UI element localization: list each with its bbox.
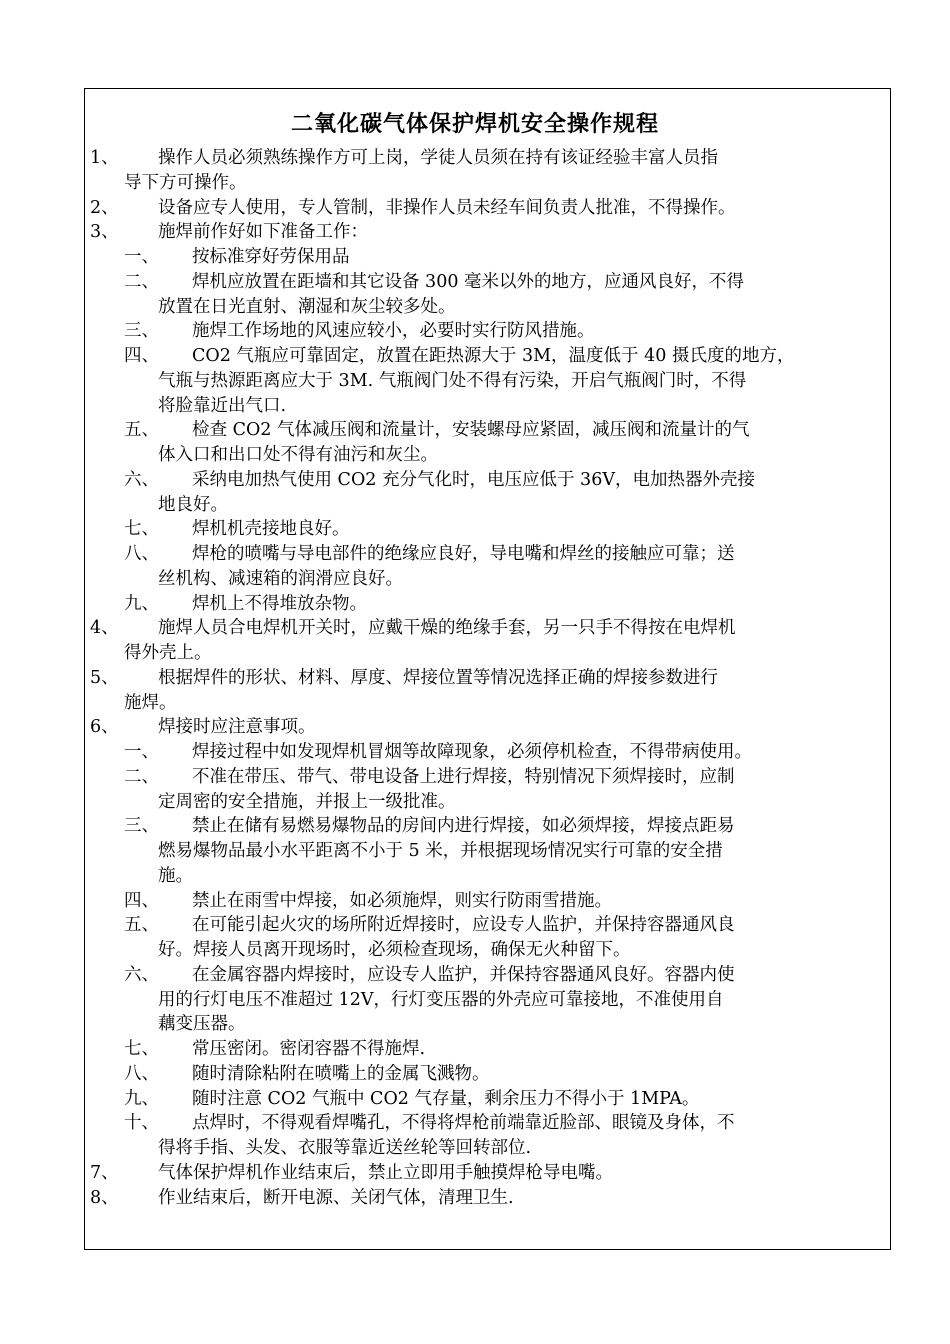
line-text: 操作人员必须熟练操作方可上岗，学徒人员须在持有该证经验丰富人员指 — [158, 148, 718, 168]
document-line — [90, 1087, 890, 1112]
line-text: 检查 CO2 气体减压阀和流量计，安装螺母应紧固，减压阀和流量计的气 — [192, 420, 750, 441]
line-text: 随时注意 CO2 气瓶中 CO2 气存量，剩余压力不得小于 1MPA。 — [192, 1088, 700, 1109]
document-line — [90, 517, 890, 542]
line-text: 焊机应放置在距墙和其它设备 300 毫米以外的地方，应通风良好，不得 — [192, 271, 745, 292]
sub-item-marker: 九、 — [124, 1088, 159, 1109]
document-line — [90, 220, 890, 245]
document-line — [90, 913, 890, 938]
line-text: 导下方可操作。 — [124, 172, 247, 193]
line-text: 采纳电加热气使用 CO2 充分气化时，电压应低于 36V，电加热器外壳接 — [192, 469, 755, 490]
document-line — [90, 1062, 890, 1087]
line-text: 将脸靠近出气口. — [158, 395, 287, 416]
sub-item-marker: 八、 — [124, 544, 159, 564]
sub-item-marker: 二、 — [124, 766, 159, 787]
document-line — [90, 493, 890, 518]
document-line — [90, 616, 890, 641]
document-body — [90, 146, 890, 1210]
document-line — [90, 592, 890, 617]
item-number: 7、 — [90, 1162, 119, 1183]
sub-item-marker: 八、 — [124, 1063, 159, 1084]
sub-item-marker: 一、 — [124, 247, 159, 267]
sub-item-marker: 三、 — [124, 321, 159, 342]
sub-item-marker: 九、 — [124, 593, 159, 614]
item-number: 3、 — [90, 222, 119, 243]
document-line — [90, 567, 890, 592]
document-line — [90, 295, 890, 320]
document-line — [90, 691, 890, 716]
line-text: 不准在带压、带气、带电设备上进行焊接，特别情况下须焊接时，应制 — [192, 766, 735, 787]
line-text: 禁止在雨雪中焊接，如必须施焊，则实行防雨雪措施。 — [192, 890, 612, 911]
document-line — [90, 938, 890, 963]
line-text: 点焊时，不得观看焊嘴孔，不得将焊枪前端靠近脸部、眼镜及身体，不 — [192, 1113, 735, 1134]
line-text: 焊枪的喷嘴与导电部件的绝缘应良好，导电嘴和焊丝的接触应可靠；送 — [192, 544, 735, 564]
line-text: 用的行灯电压不准超过 12V，行灯变压器的外壳应可靠接地，不准使用自 — [158, 989, 724, 1010]
line-text: 施焊前作好如下准备工作： — [158, 222, 368, 243]
document-line — [90, 1186, 890, 1211]
sub-item-marker: 三、 — [124, 816, 159, 837]
document-line — [90, 715, 890, 740]
document-line — [90, 171, 890, 196]
line-text: 得外壳上。 — [124, 643, 212, 663]
sub-item-marker: 一、 — [124, 742, 159, 762]
document-line — [90, 814, 890, 839]
sub-item-marker: 六、 — [124, 964, 159, 985]
line-text: 气体保护焊机作业结束后，禁止立即用手触摸焊枪导电嘴。 — [158, 1162, 613, 1183]
line-text: 常压密闭。密闭容器不得施焊. — [192, 1039, 426, 1059]
document-line — [90, 889, 890, 914]
document-line — [90, 1111, 890, 1136]
document-title: 二氧化碳气体保护焊机安全操作规程 — [290, 111, 659, 137]
document-line — [90, 1012, 890, 1037]
sub-item-marker: 二、 — [124, 271, 159, 292]
document-line — [90, 418, 890, 443]
line-text: 燃易爆物品最小水平距离不小于 5 米，并根据现场情况实行可靠的安全措 — [158, 841, 723, 861]
line-text: 在金属容器内焊接时，应设专人监护，并保持容器通风良好。容器内使 — [192, 964, 735, 985]
item-number: 2、 — [90, 197, 119, 218]
document-line — [90, 839, 890, 864]
document-line — [90, 765, 890, 790]
sub-item-marker: 五、 — [124, 915, 159, 936]
document-line — [90, 443, 890, 468]
sub-item-marker: 四、 — [124, 890, 159, 911]
line-text: 藕变压器。 — [158, 1014, 246, 1035]
line-text: 按标准穿好劳保用品 — [192, 247, 350, 267]
item-number: 1、 — [90, 148, 119, 168]
item-number: 4、 — [90, 618, 119, 639]
document-line — [90, 1037, 890, 1062]
line-text: 在可能引起火灾的场所附近焊接时，应设专人监护，并保持容器通风良 — [192, 915, 735, 936]
line-text: 作业结束后，断开电源、关闭气体，清理卫生. — [158, 1187, 514, 1208]
sub-item-marker: 六、 — [124, 469, 159, 490]
sub-item-marker: 十、 — [124, 1113, 159, 1134]
document-line — [90, 394, 890, 419]
line-text: 施。 — [158, 865, 193, 886]
line-text: 施焊人员合电焊机开关时，应戴干燥的绝缘手套，另一只手不得按在电焊机 — [158, 618, 736, 639]
document-line — [90, 245, 890, 270]
document-line — [90, 319, 890, 344]
document-line — [90, 740, 890, 765]
line-text: 根据焊件的形状、材料、厚度、焊接位置等情况选择正确的焊接参数进行 — [158, 667, 718, 688]
line-text: 好。焊接人员离开现场时，必须检查现场，确保无火种留下。 — [158, 940, 631, 960]
sub-item-marker: 七、 — [124, 519, 159, 540]
document-line — [90, 790, 890, 815]
line-text: 设备应专人使用，专人管制，非操作人员未经车间负责人批准，不得操作。 — [158, 197, 736, 218]
line-text: 施焊工作场地的风速应较小，必要时实行防风措施。 — [192, 321, 595, 342]
line-text: CO2 气瓶应可靠固定，放置在距热源大于 3M，温度低于 40 摄氏度的地方， — [192, 346, 795, 366]
document-line — [90, 1161, 890, 1186]
line-text: 施焊。 — [124, 692, 177, 713]
document-line — [90, 542, 890, 567]
document-line — [90, 641, 890, 666]
document-line — [90, 963, 890, 988]
document-line — [90, 864, 890, 889]
line-text: 焊机机壳接地良好。 — [192, 519, 350, 540]
document-line — [90, 196, 890, 221]
document-line — [90, 270, 890, 295]
sub-item-marker: 七、 — [124, 1039, 159, 1059]
line-text: 焊机上不得堆放杂物。 — [192, 593, 367, 614]
line-text: 气瓶与热源距离应大于 3M. 气瓶阀门处不得有污染，开启气瓶阀门时，不得 — [158, 370, 747, 391]
document-line — [90, 1136, 890, 1161]
line-text: 焊接过程中如发现焊机冒烟等故障现象，必须停机检查，不得带病使用。 — [192, 742, 752, 762]
line-text: 放置在日光直射、潮湿和灰尘较多处。 — [158, 296, 456, 317]
document-line — [90, 988, 890, 1013]
line-text: 体入口和出口处不得有油污和灰尘。 — [158, 445, 438, 465]
document-line — [90, 468, 890, 493]
line-text: 丝机构、减速箱的润滑应良好。 — [158, 568, 403, 589]
item-number: 5、 — [90, 667, 119, 688]
item-number: 8、 — [90, 1187, 119, 1208]
line-text: 地良好。 — [158, 494, 228, 515]
line-text: 定周密的安全措施，并报上一级批准。 — [158, 791, 456, 812]
item-number: 6、 — [90, 717, 119, 738]
line-text: 得将手指、头发、衣服等靠近送丝轮等回转部位. — [158, 1138, 532, 1158]
line-text: 焊接时应注意事项。 — [158, 717, 316, 738]
line-text: 随时清除粘附在喷嘴上的金属飞溅物。 — [192, 1063, 490, 1084]
document-line — [90, 146, 890, 171]
sub-item-marker: 五、 — [124, 420, 159, 441]
line-text: 禁止在储有易燃易爆物品的房间内进行焊接，如必须焊接，焊接点距易 — [192, 816, 735, 837]
document-line — [90, 344, 890, 369]
sub-item-marker: 四、 — [124, 346, 159, 366]
document-line — [90, 666, 890, 691]
document-line — [90, 369, 890, 394]
